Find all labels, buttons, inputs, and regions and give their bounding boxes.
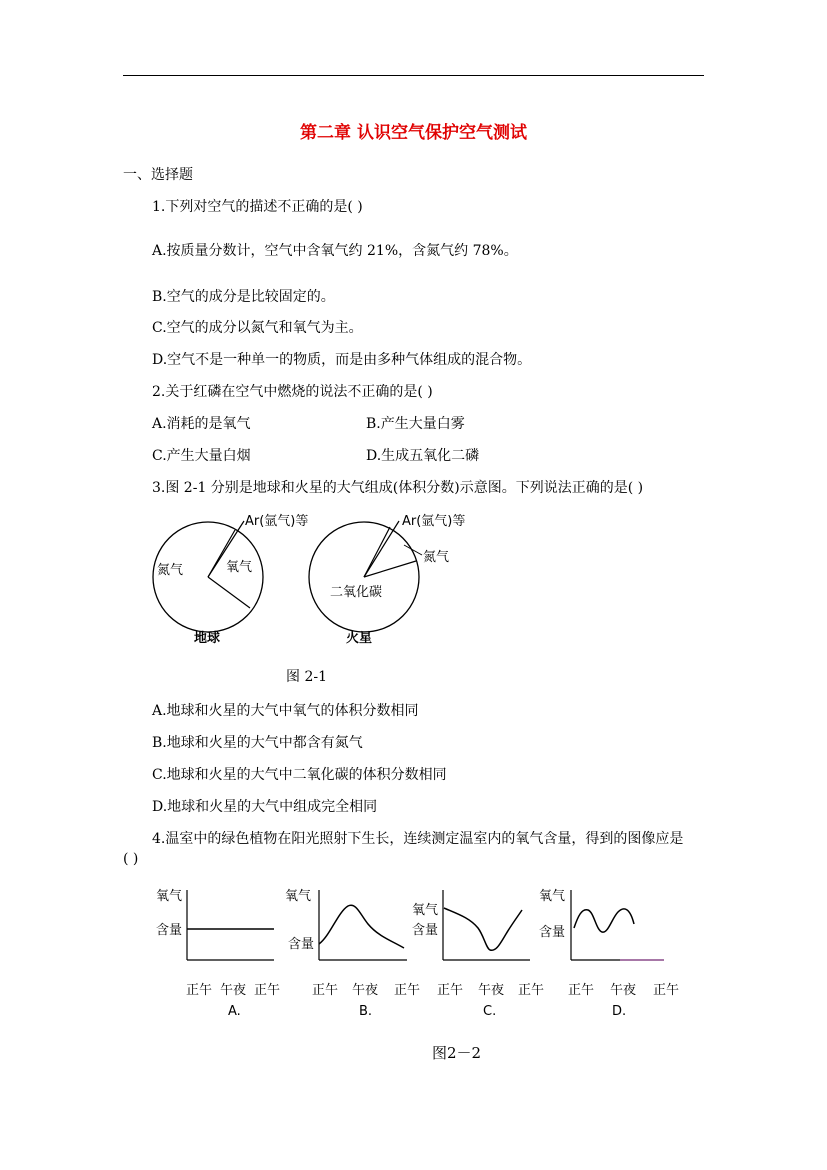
graph-d-xlabel-1: 正午 (568, 983, 595, 998)
q3-option-d: D.地球和火星的大气中组成完全相同 (152, 799, 378, 815)
q1-option-c: C.空气的成分以氮气和氧气为主。 (152, 320, 363, 336)
q4-stem: 4.温室中的绿色植物在阳光照射下生长，连续测定温室内的氧气含量，得到的图像应是 (152, 831, 684, 847)
graph-a-xlabel-3: 正午 (254, 983, 281, 998)
q2-option-a: A.消耗的是氧气 (152, 416, 251, 432)
graph-b (285, 889, 420, 1019)
figure-2-2 (150, 878, 710, 1024)
mars-ar-line (364, 521, 399, 577)
earth-o2-border (208, 577, 250, 608)
page-title: 第二章 认识空气保护空气测试 (300, 123, 527, 143)
graph-a (156, 889, 280, 1019)
graph-c-ylabel-2: 含量 (412, 923, 439, 938)
figure-2-1-caption: 图 2-1 (286, 669, 327, 685)
graph-b-ylabel-1: 氧气 (285, 889, 312, 904)
earth-pie (153, 514, 308, 646)
graph-d-ylabel-1: 氧气 (539, 889, 566, 904)
graph-a-ylabel-1: 氧气 (156, 889, 183, 904)
figure-2-2-caption: 图2－2 (432, 1044, 482, 1062)
q1-option-d: D.空气不是一种单一的物质，而是由多种气体组成的混合物。 (152, 352, 532, 368)
graph-b-curve (319, 905, 404, 948)
graph-d-option: D. (612, 1004, 627, 1019)
graph-c-curve (444, 908, 522, 950)
earth-ar-label: Ar(氩气)等 (245, 514, 309, 529)
graph-c-xlabel-1: 正午 (437, 983, 464, 998)
q3-stem: 3.图 2-1 分别是地球和火星的大气组成(体积分数)示意图。下列说法正确的是( ) (152, 480, 644, 496)
q2-option-b: B.产生大量白雾 (366, 416, 465, 432)
q1-stem: 1.下列对空气的描述不正确的是( ) (152, 199, 363, 215)
q2-option-c: C.产生大量白烟 (152, 448, 251, 464)
graph-a-ylabel-2: 含量 (156, 923, 183, 938)
graph-b-option: B. (359, 1004, 373, 1019)
earth-name: 地球 (194, 631, 221, 646)
figure-2-1 (140, 505, 500, 655)
graph-c-option: C. (483, 1004, 497, 1019)
graph-c-xlabel-2: 午夜 (478, 983, 505, 998)
graph-d (539, 889, 679, 1019)
graph-d-ylabel-2: 含量 (539, 925, 566, 940)
mars-name: 火星 (346, 631, 373, 646)
earth-o2-label: 氧气 (226, 560, 253, 575)
graph-d-xlabel-2: 午夜 (610, 983, 637, 998)
mars-n2-label: 氮气 (423, 550, 450, 565)
graph-d-curve (574, 909, 634, 932)
mars-n2-pointer (404, 545, 422, 555)
graph-a-option: A. (228, 1004, 241, 1019)
graph-d-xlabel-3: 正午 (653, 983, 680, 998)
graph-c-xlabel-3: 正午 (518, 983, 545, 998)
q4-stem-bracket: ( ) (123, 851, 139, 867)
section-heading: 一、选择题 (123, 167, 193, 183)
earth-n2-label: 氮气 (157, 563, 184, 578)
graph-b-ylabel-2: 含量 (288, 937, 315, 952)
graph-a-xlabel-1: 正午 (186, 983, 213, 998)
q1-option-a: A.按质量分数计，空气中含氧气约 21%，含氮气约 78%。 (152, 243, 518, 259)
q1-option-b: B.空气的成分是比较固定的。 (152, 289, 335, 305)
q3-option-a: A.地球和火星的大气中氧气的体积分数相同 (152, 703, 419, 719)
graph-c-ylabel-1: 氧气 (412, 903, 439, 918)
mars-ar-label: Ar(氩气)等 (402, 514, 466, 529)
mars-pie (309, 514, 465, 646)
graph-b-xlabel-2: 午夜 (352, 983, 379, 998)
graph-a-xlabel-2: 午夜 (220, 983, 247, 998)
graph-b-xlabel-3: 正午 (394, 983, 421, 998)
q3-option-c: C.地球和火星的大气中二氧化碳的体积分数相同 (152, 767, 447, 783)
q2-option-d: D.生成五氧化二磷 (366, 448, 480, 464)
mars-co2-label: 二氧化碳 (330, 585, 383, 600)
header-rule (123, 75, 704, 76)
q2-stem: 2.关于红磷在空气中燃烧的说法不正确的是( ) (152, 384, 433, 400)
q3-option-b: B.地球和火星的大气中都含有氮气 (152, 735, 363, 751)
mars-ar-border (364, 527, 390, 577)
graph-c (412, 890, 544, 1019)
graph-b-xlabel-1: 正午 (312, 983, 339, 998)
